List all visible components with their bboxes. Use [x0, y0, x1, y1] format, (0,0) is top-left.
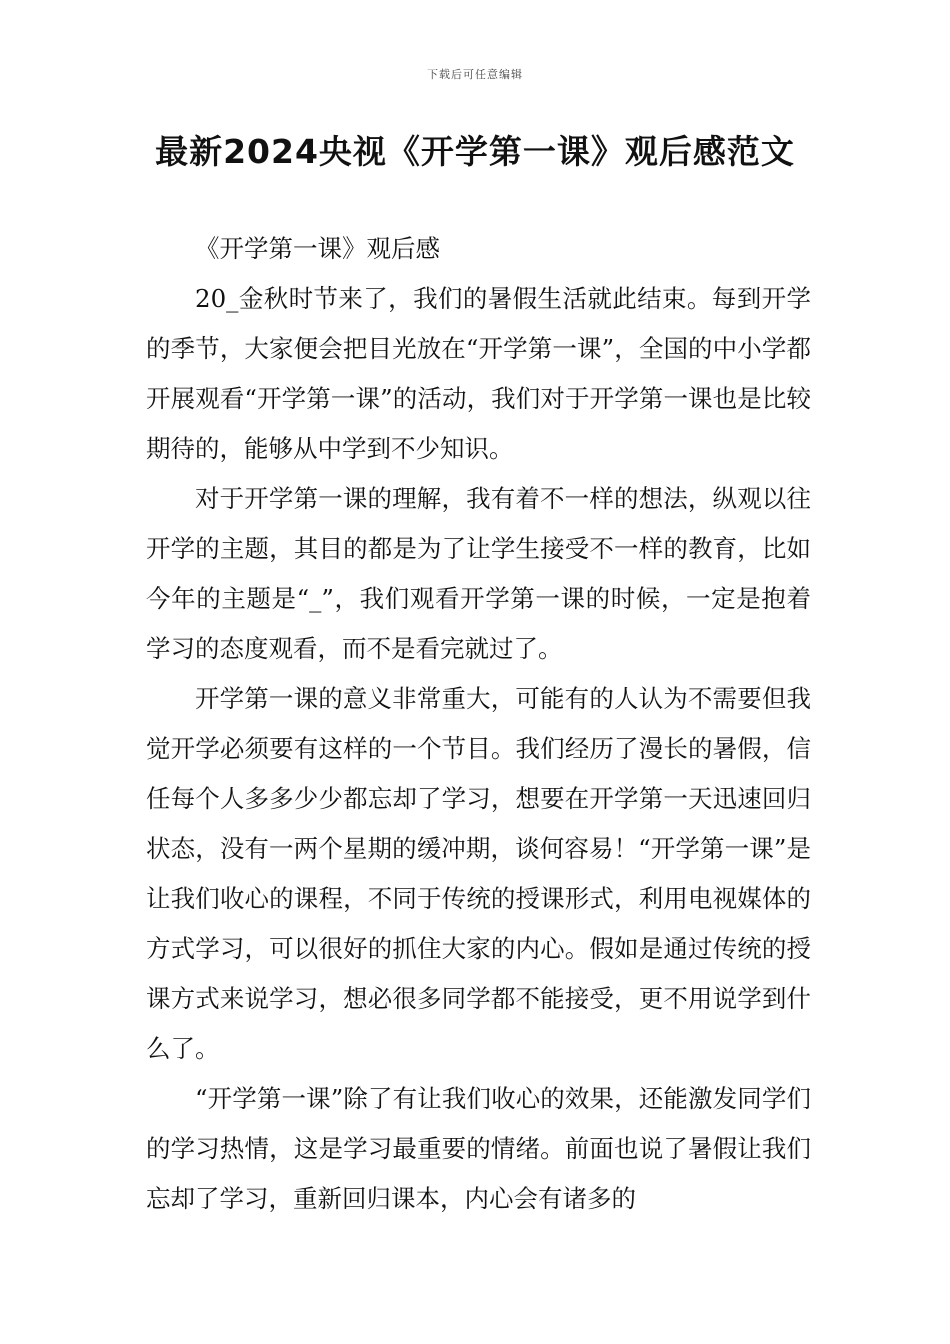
paragraph-subtitle: 《开学第一课》观后感	[195, 234, 440, 263]
document-title: 最新2024央视《开学第一课》观后感范文	[155, 132, 795, 171]
document-body	[146, 224, 811, 1224]
paragraph: “开学第一课”除了有让我们收心的效果，还能激发同学们的学习热情，这是学习最重要的情绪。前面也说了暑假让我们忘却了学习，重新回归课本，内心会有诸多的	[146, 1084, 811, 1213]
paragraph: 开学第一课的意义非常重大，可能有的人认为不需要但我觉开学必须要有这样的一个节目。我们经历了漫长的暑假，信任每个人多多少少都忘却了学习，想要在开学第一天迅速回归状态，没有一两个星期的缓冲期，谈何容易！“开学第一课”是让我们收心的课程，不同于传统的授课形式，利用电视媒体的方式学习，可以很好的抓住大家的内心。假如是通过传统的授课方式来说学习，想必很多同学都不能接受，更不用说学到什么了。	[146, 684, 811, 1063]
paragraph: 20_金秋时节来了，我们的暑假生活就此结束。每到开学的季节，大家便会把目光放在“开学第一课”，全国的中小学都开展观看“开学第一课”的活动，我们对于开学第一课也是比较期待的，能够从中学到不少知识。	[146, 284, 811, 463]
header-note: 下载后可任意编辑	[427, 68, 523, 81]
paragraph: 对于开学第一课的理解，我有着不一样的想法，纵观以往开学的主题，其目的都是为了让学生接受不一样的教育，比如今年的主题是“_”，我们观看开学第一课的时候，一定是抱着学习的态度观看，而不是看完就过了。	[146, 484, 811, 663]
